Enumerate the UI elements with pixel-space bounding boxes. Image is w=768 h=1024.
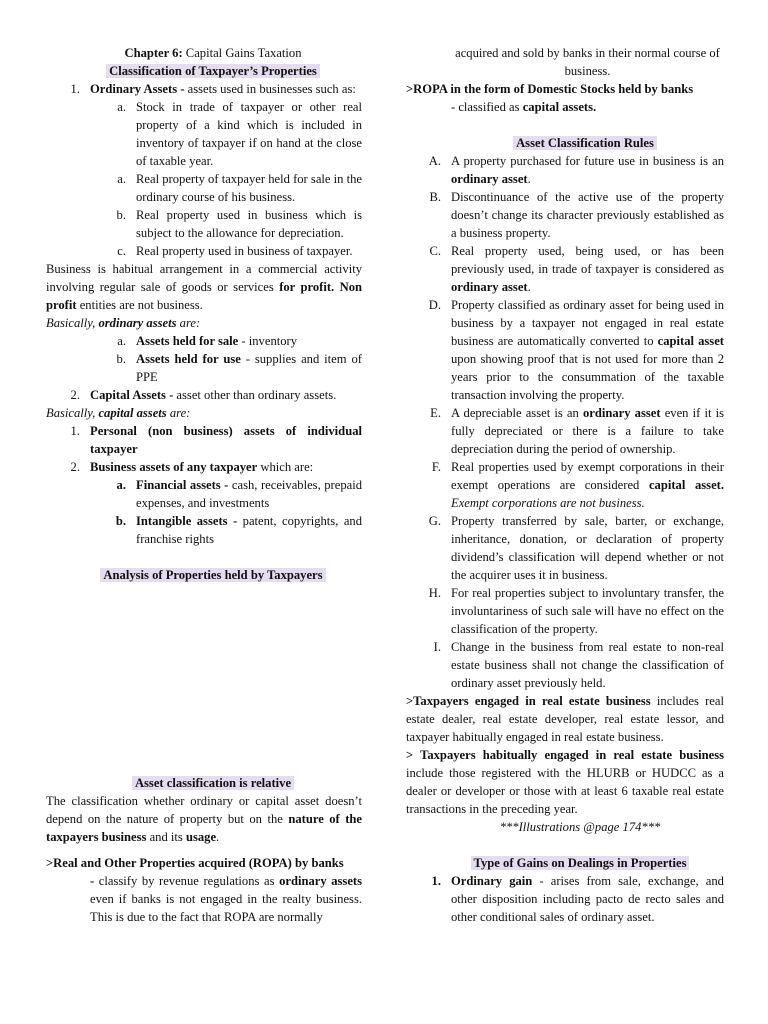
ordinary-asset-subitem xyxy=(46,206,362,242)
rule-item xyxy=(406,404,724,458)
relative-heading: Asset classification is relative xyxy=(46,774,362,792)
rule-text: Real properties used by exempt corporations in their exempt operations are considered capital asset. Exempt corporations are not business. xyxy=(451,460,725,510)
rule-text: Real property used, being used, or has been previously used, in trade of taxpayer is considered as ordinary asset. xyxy=(451,244,724,294)
basically-capital: Basically, capital assets are: xyxy=(46,406,191,420)
rule-letter: I. xyxy=(433,640,441,654)
left-column xyxy=(46,44,362,926)
real-estate-habitual: > Taxpayers habitually engaged in real estate business include those registered with the HLURB or HUDCC as a dealer or developer or those with at least 6 taxable real estate transactions in the preceding year. xyxy=(406,748,724,816)
ordinary-assets-item: 1. Ordinary Assets - assets used in businesses such as: xyxy=(70,82,356,96)
rules-heading: Asset Classification Rules xyxy=(406,134,724,152)
item-letter: a. xyxy=(117,334,126,348)
rule-item xyxy=(406,188,724,242)
real-estate-engaged: >Taxpayers engaged in real estate business includes real estate dealer, real estate developer, real estate lessor, and taxpayer habitually engaged in real estate business. xyxy=(406,694,724,744)
item-letter: b. xyxy=(116,208,126,222)
rule-item xyxy=(406,512,724,584)
rule-letter: F. xyxy=(431,460,441,474)
analysis-heading: Analysis of Properties held by Taxpayers xyxy=(46,566,362,584)
rule-text: Change in the business from real estate to non-real estate business shall not change the classification of ordinary asset previously held. xyxy=(451,640,724,690)
ordinary-assets-list xyxy=(46,98,362,260)
item-number: 1. xyxy=(70,424,80,438)
rule-item xyxy=(406,584,724,638)
chapter-title: Chapter 6: Capital Gains Taxation xyxy=(124,46,302,60)
item-text: Real property used in business of taxpayer. xyxy=(136,244,353,258)
rule-item xyxy=(406,638,724,692)
item-text: Assets held for sale - inventory xyxy=(136,334,298,348)
gain-number: 1. xyxy=(431,874,441,888)
item-text: Real property used in business which is subject to the allowance for depreciation. xyxy=(136,208,362,240)
rule-text: Discontinuance of the active use of the property doesn’t change its character previously established as a business property. xyxy=(451,190,724,240)
capital-item xyxy=(46,458,362,476)
gains-list xyxy=(406,872,724,926)
gain-item xyxy=(406,872,724,926)
ordinary-basic-item xyxy=(46,350,362,386)
rule-text: A property purchased for future use in business is an ordinary asset. xyxy=(451,154,724,186)
illustrations-note: ***Illustrations @page 174*** xyxy=(499,820,661,834)
business-definition: Business is habitual arrangement in a commercial activity involving regular sale of goods or services for profit. Non profit entities are not business. xyxy=(46,262,363,312)
rule-letter: E. xyxy=(430,406,441,420)
item-text: Real property of taxpayer held for sale in the ordinary course of his business. xyxy=(136,172,362,204)
rule-letter: B. xyxy=(429,190,441,204)
basically-ordinary: Basically, ordinary assets are: xyxy=(46,316,201,330)
relative-paragraph: The classification whether ordinary or capital asset doesn’t depend on the nature of property but on the nature of the taxpayers business and its usage. xyxy=(46,794,363,844)
item-text: Personal (non business) assets of individual taxpayer xyxy=(90,424,362,456)
item-text: Financial assets - cash, receivables, prepaid expenses, and investments xyxy=(136,478,363,510)
rule-text: For real properties subject to involuntary transfer, the involuntariness of such sale will have no effect on the classification of the property. xyxy=(451,586,724,636)
item-letter: a. xyxy=(117,172,126,186)
rule-letter: H. xyxy=(428,586,441,600)
ropa-continued: acquired and sold by banks in their normal course of business. xyxy=(455,46,720,78)
item-text: Business assets of any taxpayer which are: xyxy=(90,460,314,474)
item-letter: b. xyxy=(115,514,126,528)
item-letter: a. xyxy=(117,100,126,114)
item-text: Intangible assets - patent, copyrights, and franchise rights xyxy=(136,514,362,546)
capital-subitem xyxy=(46,512,362,548)
item-letter: a. xyxy=(116,478,126,492)
rule-text: A depreciable asset is an ordinary asset even if it is fully depreciated or there is a failure to take depreciation during the period of ownership. xyxy=(451,406,724,456)
item-text: Assets held for use - supplies and item of PPE xyxy=(136,352,362,384)
capital-list xyxy=(46,422,362,548)
item-text: Stock in trade of taxpayer or other real property of a kind which is included in inventory of taxpayer if on hand at the close of taxable year. xyxy=(136,100,362,168)
rule-item xyxy=(406,296,724,404)
rules-list xyxy=(406,152,724,692)
ropa-stocks-text: - classified as capital assets. xyxy=(451,100,597,114)
right-column xyxy=(406,44,724,926)
rule-item xyxy=(406,242,724,296)
gains-heading: Type of Gains on Dealings in Properties xyxy=(406,854,724,872)
ordinary-asset-subitem xyxy=(46,242,362,260)
ordinary-basic-list xyxy=(46,332,362,386)
ropa-stocks-heading: >ROPA in the form of Domestic Stocks held by banks xyxy=(406,82,694,96)
rule-letter: C. xyxy=(429,244,441,258)
rule-text: Property transferred by sale, barter, or exchange, inheritance, donation, or declaration of property dividend’s classification will depend whether or not the acquirer uses it in business. xyxy=(451,514,724,582)
item-letter: b. xyxy=(116,352,126,366)
ropa-paragraph: - classify by revenue regulations as ordinary assets even if banks is not engaged in the realty business. This is due to the fact that ROPA are normally xyxy=(90,874,363,924)
rule-letter: D. xyxy=(428,298,441,312)
classification-heading: Classification of Taxpayer’s Properties xyxy=(46,62,362,80)
item-letter: c. xyxy=(117,244,126,258)
capital-assets-item: 2. Capital Assets - asset other than ordinary assets. xyxy=(70,388,337,402)
rule-letter: A. xyxy=(428,154,441,168)
gain-text: Ordinary gain - arises from sale, exchange, and other disposition including pacto de recto sales and other conditional sales of ordinary asset. xyxy=(451,874,724,924)
ordinary-asset-subitem xyxy=(46,170,362,206)
capital-subitem xyxy=(46,476,362,512)
ordinary-basic-item xyxy=(46,332,362,350)
rule-item xyxy=(406,458,724,512)
rule-item xyxy=(406,152,724,188)
rule-letter: G. xyxy=(428,514,441,528)
rule-text: Property classified as ordinary asset for being used in business by a taxpayer not engaged in real estate business are automatically converted to capital asset upon showing proof that is not used for more than 2 years prior to the consummation of the taxable transaction involving the property. xyxy=(451,298,724,402)
ordinary-asset-subitem xyxy=(46,98,362,170)
ropa-heading: >Real and Other Properties acquired (ROPA) by banks xyxy=(46,856,344,870)
item-number: 2. xyxy=(70,460,80,474)
capital-item xyxy=(46,422,362,458)
